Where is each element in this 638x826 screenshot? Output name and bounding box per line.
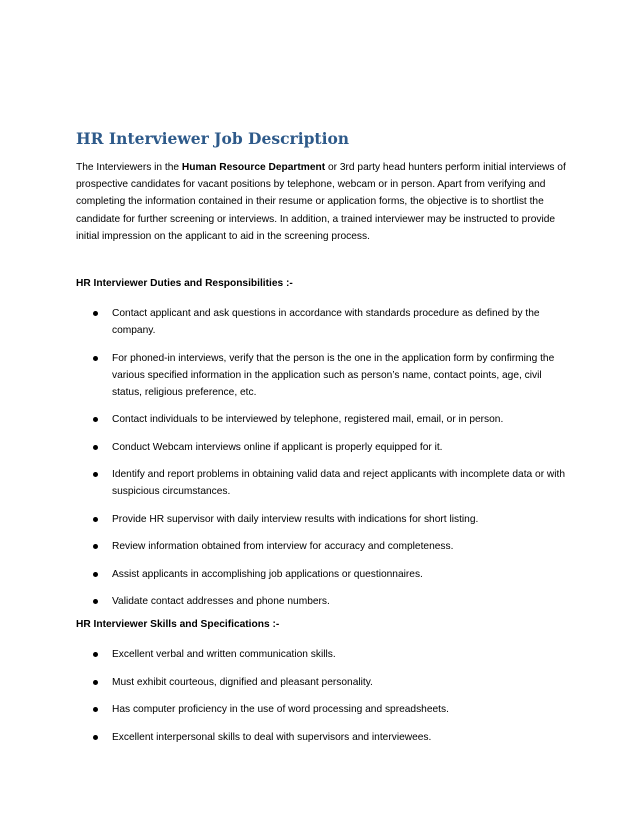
- skill-text: Excellent interpersonal skills to deal with supervisors and interviewees.: [112, 731, 432, 743]
- skill-item: [76, 646, 566, 663]
- bullet-icon: [93, 652, 98, 657]
- bullet-icon: [93, 599, 98, 604]
- duty-text: Review information obtained from interview for accuracy and completeness.: [112, 541, 454, 552]
- bullet-icon: [93, 445, 98, 450]
- duty-text: For phoned-in interviews, verify that the person is the one in the application form by confirming the various specified information in the application such as person’s name, contact points, age, civil status, religious preference, etc.: [112, 352, 555, 398]
- skill-text: Must exhibit courteous, dignified and pleasant personality.: [112, 676, 373, 688]
- bullet-icon: [93, 417, 98, 422]
- intro-text-rest: or 3rd party head hunters perform initial interviews of prospective candidates for vacant positions by telephone, webcam or in person. Apart from verifying and completing the information contained in their resume or application forms, the objective is to shortlist the candidate for further screening or interviews. In addition, a trained interviewer may be instructed to provide initial impression on the applicant to aid in the screening process.: [76, 162, 566, 242]
- bullet-icon: [93, 472, 98, 477]
- duty-text: Conduct Webcam interviews online if applicant is properly equipped for it.: [112, 441, 443, 453]
- bullet-icon: [93, 735, 98, 740]
- duty-item: [76, 466, 566, 500]
- duty-text: Provide HR supervisor with daily interview results with indications for short listing.: [112, 513, 479, 525]
- duty-text: Validate contact addresses and phone numbers.: [112, 596, 330, 607]
- bullet-icon: [93, 311, 98, 316]
- bullet-icon: [93, 680, 98, 685]
- duty-item: [76, 538, 566, 555]
- skill-item: [76, 701, 566, 718]
- duty-item: [76, 305, 566, 339]
- duty-item: [76, 593, 566, 610]
- duty-item: [76, 439, 566, 456]
- bullet-icon: [93, 707, 98, 712]
- skill-text: Has computer proficiency in the use of word processing and spreadsheets.: [112, 704, 449, 715]
- duty-item: [76, 411, 566, 428]
- duty-text: Assist applicants in accomplishing job applications or questionnaires.: [112, 568, 423, 580]
- intro-paragraph: [76, 159, 566, 245]
- skill-item: [76, 729, 566, 746]
- bullet-icon: [93, 356, 98, 361]
- skill-text: Excellent verbal and written communication skills.: [112, 649, 336, 660]
- document-title: HR Interviewer Job Description: [76, 129, 350, 148]
- bullet-icon: [93, 517, 98, 522]
- duty-item: [76, 511, 566, 528]
- duty-text: Contact applicant and ask questions in accordance with standards procedure as defined by the company.: [112, 308, 540, 336]
- duty-item: [76, 566, 566, 583]
- bullet-icon: [93, 544, 98, 549]
- skill-item: [76, 674, 566, 691]
- duties-heading: HR Interviewer Duties and Responsibilities :-: [76, 278, 293, 289]
- intro-bold-department: Human Resource Department: [181, 162, 326, 173]
- skills-list: [76, 646, 566, 756]
- skills-heading: HR Interviewer Skills and Specifications :-: [76, 619, 280, 630]
- duty-text: Identify and report problems in obtaining valid data and reject applicants with incomplete data or with suspicious circumstances.: [112, 469, 566, 497]
- duty-item: [76, 350, 566, 401]
- duties-list: [76, 305, 566, 621]
- bullet-icon: [93, 572, 98, 577]
- intro-text-start: The Interviewers in the: [76, 162, 182, 173]
- duty-text: Contact individuals to be interviewed by telephone, registered mail, email, or in person.: [112, 414, 504, 425]
